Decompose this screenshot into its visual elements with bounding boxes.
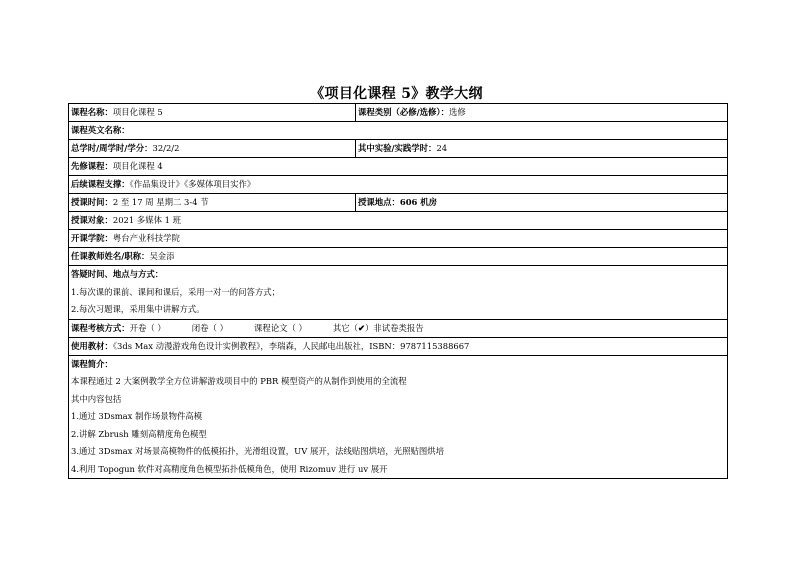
hours-credit-value: 32/2/2 [152, 143, 180, 153]
assessment-paper: 课程论文（ ） [253, 322, 307, 333]
lab-hours-label: 其中实验/实践学时： [358, 143, 437, 153]
row-textbook [69, 338, 727, 356]
assessment-other-prefix: 其它（ [332, 322, 359, 333]
summary-line: 4.利用 Topogun 软件对高精度角色模型拓扑低模角色，使用 Rizomuv 进行 uv 展开 [71, 463, 388, 474]
teacher-label: 任课教师姓名/职称： [71, 251, 150, 261]
lab-hours-value: 24 [436, 143, 448, 153]
row-college [69, 230, 727, 248]
assessment-closed-book: 闭卷（ ） [191, 322, 228, 333]
prerequisite-label: 先修课程： [71, 161, 113, 171]
row-hours-credit [69, 140, 727, 158]
teaching-time-label: 授课时间： [71, 197, 113, 207]
qa-line: 2.每次习题课，采用集中讲解方式。 [71, 304, 205, 314]
row-qa-heading [69, 266, 727, 284]
textbook-label: 使用教材： [71, 340, 113, 351]
assessment-label: 课程考核方式： [71, 322, 130, 333]
course-type-value: 选修 [449, 107, 466, 117]
row-summary-line-4 [69, 426, 727, 444]
textbook-value: 《3ds Max 动漫游戏角色设计实例教程》，李瑞森，人民邮电出版社，ISBN：9787115388667 [112, 340, 470, 351]
college-value: 粤台产业科技学院 [112, 233, 180, 243]
row-course-name [69, 104, 727, 122]
follow-up-value: 《作品集设计》《多媒体项目实作》 [129, 179, 256, 189]
row-summary-line-2 [69, 391, 727, 409]
course-type-label: 课程类别（必修/选修）： [358, 107, 449, 117]
checkmark-icon: ✔ [358, 322, 366, 333]
english-name-label: 课程英文名称： [71, 125, 130, 135]
prerequisite-value: 项目化课程 4 [112, 161, 163, 171]
teaching-place-value: 606 机房 [399, 197, 438, 207]
summary-line: 1.通过 3Dsmax 制作场景物件高模 [71, 411, 203, 421]
summary-line: 本课程通过 2 大案例教学全方位讲解游戏项目中的 PBR 模型资产的从制作到使用的全流程 [71, 376, 407, 386]
row-follow-up [69, 176, 727, 194]
row-summary-heading [69, 356, 727, 374]
row-summary-line-6 [69, 461, 727, 479]
row-teaching-time [69, 194, 727, 212]
teaching-target-label: 授课对象： [71, 215, 113, 225]
row-qa-line-2 [69, 301, 727, 320]
follow-up-label: 后续课程支撑： [71, 179, 130, 189]
course-name-value: 项目化课程 5 [112, 107, 163, 117]
row-teacher [69, 248, 727, 266]
qa-label: 答疑时间、地点与方式： [71, 269, 164, 279]
summary-label: 课程简介： [71, 358, 113, 369]
syllabus-table [68, 103, 728, 479]
teaching-time-value: 2 至 17 周 星期二 3-4 节 [112, 197, 209, 207]
college-label: 开课学院： [71, 233, 113, 243]
teacher-value: 吴金添 [149, 251, 175, 261]
teaching-target-value: 2021 多媒体 1 班 [112, 215, 182, 225]
summary-line: 3.通过 3Dsmax 对场景高模物件的低模拓扑，光滑组设置，UV 展开，法线贴图烘培，光照贴图烘培 [71, 446, 444, 456]
qa-line: 1.每次课的课前、课间和课后，采用一对一的问答方式； [71, 286, 280, 297]
row-summary-line-1 [69, 373, 727, 391]
row-assessment [69, 320, 727, 338]
document-title: 《项目化课程 5》教学大纲 [310, 86, 483, 102]
row-summary-line-5 [69, 443, 727, 461]
teaching-place-label: 授课地点： [358, 197, 400, 207]
row-english-name [69, 122, 727, 140]
course-name-label: 课程名称： [71, 107, 113, 117]
hours-credit-label: 总学时/周学时/学分： [71, 143, 153, 153]
row-qa-line-1 [69, 284, 727, 302]
row-teaching-target [69, 212, 727, 230]
assessment-open-book: 开卷（ ） [129, 322, 166, 333]
assessment-other-suffix: ）非试卷类报告 [365, 322, 424, 333]
summary-line: 其中内容包括 [71, 393, 122, 404]
row-summary-line-3 [69, 408, 727, 426]
summary-line: 2.讲解 Zbrush 雕刻高精度角色模型 [71, 428, 207, 439]
row-prerequisite [69, 158, 727, 176]
